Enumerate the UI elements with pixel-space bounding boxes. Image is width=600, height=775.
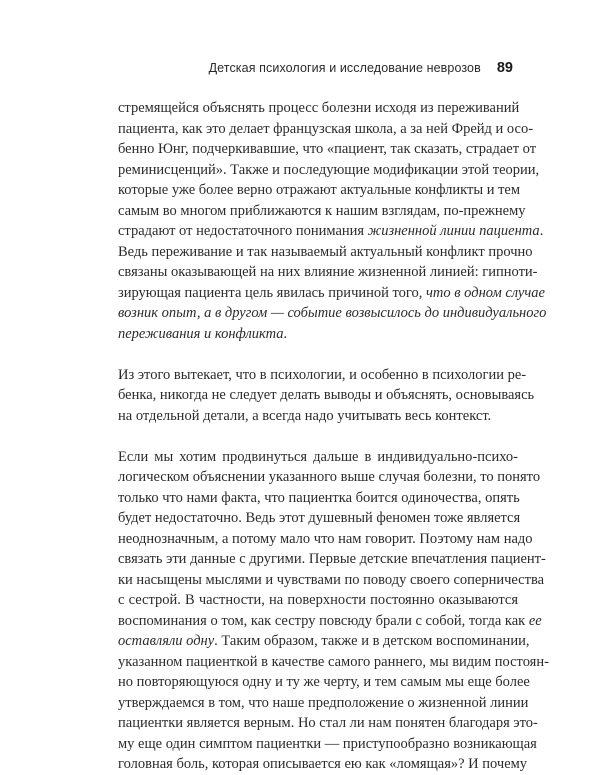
- text-line: [118, 242, 533, 263]
- text-run: пациентки является верным. Но стал ли нам понятен благодаря это-: [118, 715, 538, 731]
- text-run: связаны оказывающей на них влияние жизненной линией: гипноти-: [118, 264, 538, 280]
- text-line: [118, 447, 518, 468]
- text-run: головная боль, которая описывается ею как «ломящая»? И почему: [118, 756, 528, 772]
- italic-text: оставляли одну: [118, 633, 215, 649]
- text-line: [118, 713, 538, 734]
- text-line: [118, 693, 529, 714]
- text-run: утверждаемся в том, что наше предположение о жизненной линии: [118, 694, 529, 711]
- text-line: [118, 180, 521, 201]
- text-line: [118, 139, 537, 160]
- text-line: [118, 283, 545, 304]
- text-run: но повторяющуюся одну и ту же черту, и тем самым мы еще более: [118, 674, 530, 690]
- text-run: стремящейся объяснять процесс болезни исходя из переживаний: [118, 100, 520, 116]
- text-run: только что нами факта, что пациентка боится одиночества, опять: [118, 489, 520, 506]
- text-run: Если мы хотим продвинуться дальше в индивидуально-психо-: [118, 448, 518, 465]
- text-run: самым во многом приближаются к нашим взглядам, по-прежнему: [118, 202, 526, 219]
- text-run: воспоминания о том, как сестру повсюду брали с собой, тогда как: [118, 612, 529, 629]
- text-run: му еще один симптом пациентки — приступообразно возникающая: [118, 735, 537, 752]
- text-run: с сестрой. В частности, на поверхности постоянно оказываются: [118, 592, 518, 608]
- text-line: [118, 201, 526, 222]
- text-line: [118, 119, 534, 140]
- text-run: реминисценций». Также и последующие модификации этой теории,: [118, 161, 540, 178]
- text-line: [118, 570, 545, 591]
- text-run: страдают от недостаточного понимания: [118, 223, 368, 239]
- text-line: [118, 303, 547, 324]
- text-run: .: [283, 325, 288, 342]
- text-run: будет недостаточно. Ведь этот душевный феномен тоже является: [118, 510, 521, 526]
- text-run: бенно Юнг, подчеркивавшие, что «пациент, так сказать, страдает от: [118, 141, 537, 157]
- text-run: на отдельной детали, а всегда надо учитывать весь контекст.: [118, 407, 492, 424]
- italic-text: ее: [528, 612, 542, 629]
- text-run: бенка, никогда не следует делать выводы и объяснять, основываясь: [118, 387, 535, 403]
- text-line: [118, 365, 527, 386]
- text-line: [118, 262, 538, 283]
- text-line: [118, 508, 521, 529]
- paragraph: [118, 365, 535, 427]
- text-line: [118, 734, 537, 755]
- text-run: связать эти данные с другими. Первые детские впечатления пациент-: [118, 551, 546, 567]
- running-title: Детская психология и исследование неврозов: [208, 61, 481, 75]
- text-line: [118, 754, 528, 775]
- text-run: .: [539, 223, 544, 239]
- text-run: зирующая пациента цель явилась причиной того,: [118, 284, 426, 301]
- text-line: [118, 652, 549, 673]
- text-line: [118, 406, 518, 427]
- italic-text: жизненной линии пациента: [367, 223, 540, 239]
- italic-text: что в одном случае: [426, 284, 545, 301]
- text-line: [118, 98, 518, 119]
- text-run: Ведь переживание и так называемый актуальный конфликт прочно: [118, 243, 533, 260]
- text-run: Из этого вытекает, что в психологии, и особенно в психологии ре-: [118, 366, 527, 383]
- page-number: 89: [496, 60, 513, 76]
- text-run: . Таким образом, также и в детском воспоминании,: [214, 633, 530, 649]
- paragraph: [118, 447, 549, 775]
- text-line: [118, 385, 535, 406]
- text-run: указанном пациенткой в качестве самого раннего, мы видим постоян-: [118, 653, 549, 670]
- body-text: [118, 98, 549, 775]
- text-run: ки насыщены мыслями и чувствами по поводу своего соперничества: [118, 571, 545, 588]
- paragraph: [118, 98, 547, 344]
- running-head: [209, 60, 513, 76]
- text-line: [118, 488, 518, 509]
- text-line: [118, 631, 530, 652]
- text-line: [118, 611, 542, 632]
- text-line: [118, 549, 546, 570]
- text-run: неоднозначным, а потому мало что нам говорит. Поэтому нам надо: [118, 530, 533, 547]
- text-run: логическом объяснении указанного выше случая болезни, то понято: [118, 469, 541, 485]
- text-line: [118, 672, 530, 693]
- text-line: [118, 467, 541, 488]
- text-line: [118, 221, 544, 242]
- italic-text: возник опыт, а в другом — событие возвысилось до индивидуального: [118, 305, 547, 321]
- text-line: [118, 590, 518, 611]
- italic-text: переживания и конфликта: [118, 325, 284, 342]
- text-run: которые уже более верно отражают актуальные конфликты и тем: [118, 182, 521, 198]
- text-run: пациента, как это делает французская школа, а за ней Фрейд и осо-: [118, 120, 534, 137]
- text-line: [118, 529, 533, 550]
- text-line: [118, 160, 540, 181]
- text-line: [118, 324, 518, 345]
